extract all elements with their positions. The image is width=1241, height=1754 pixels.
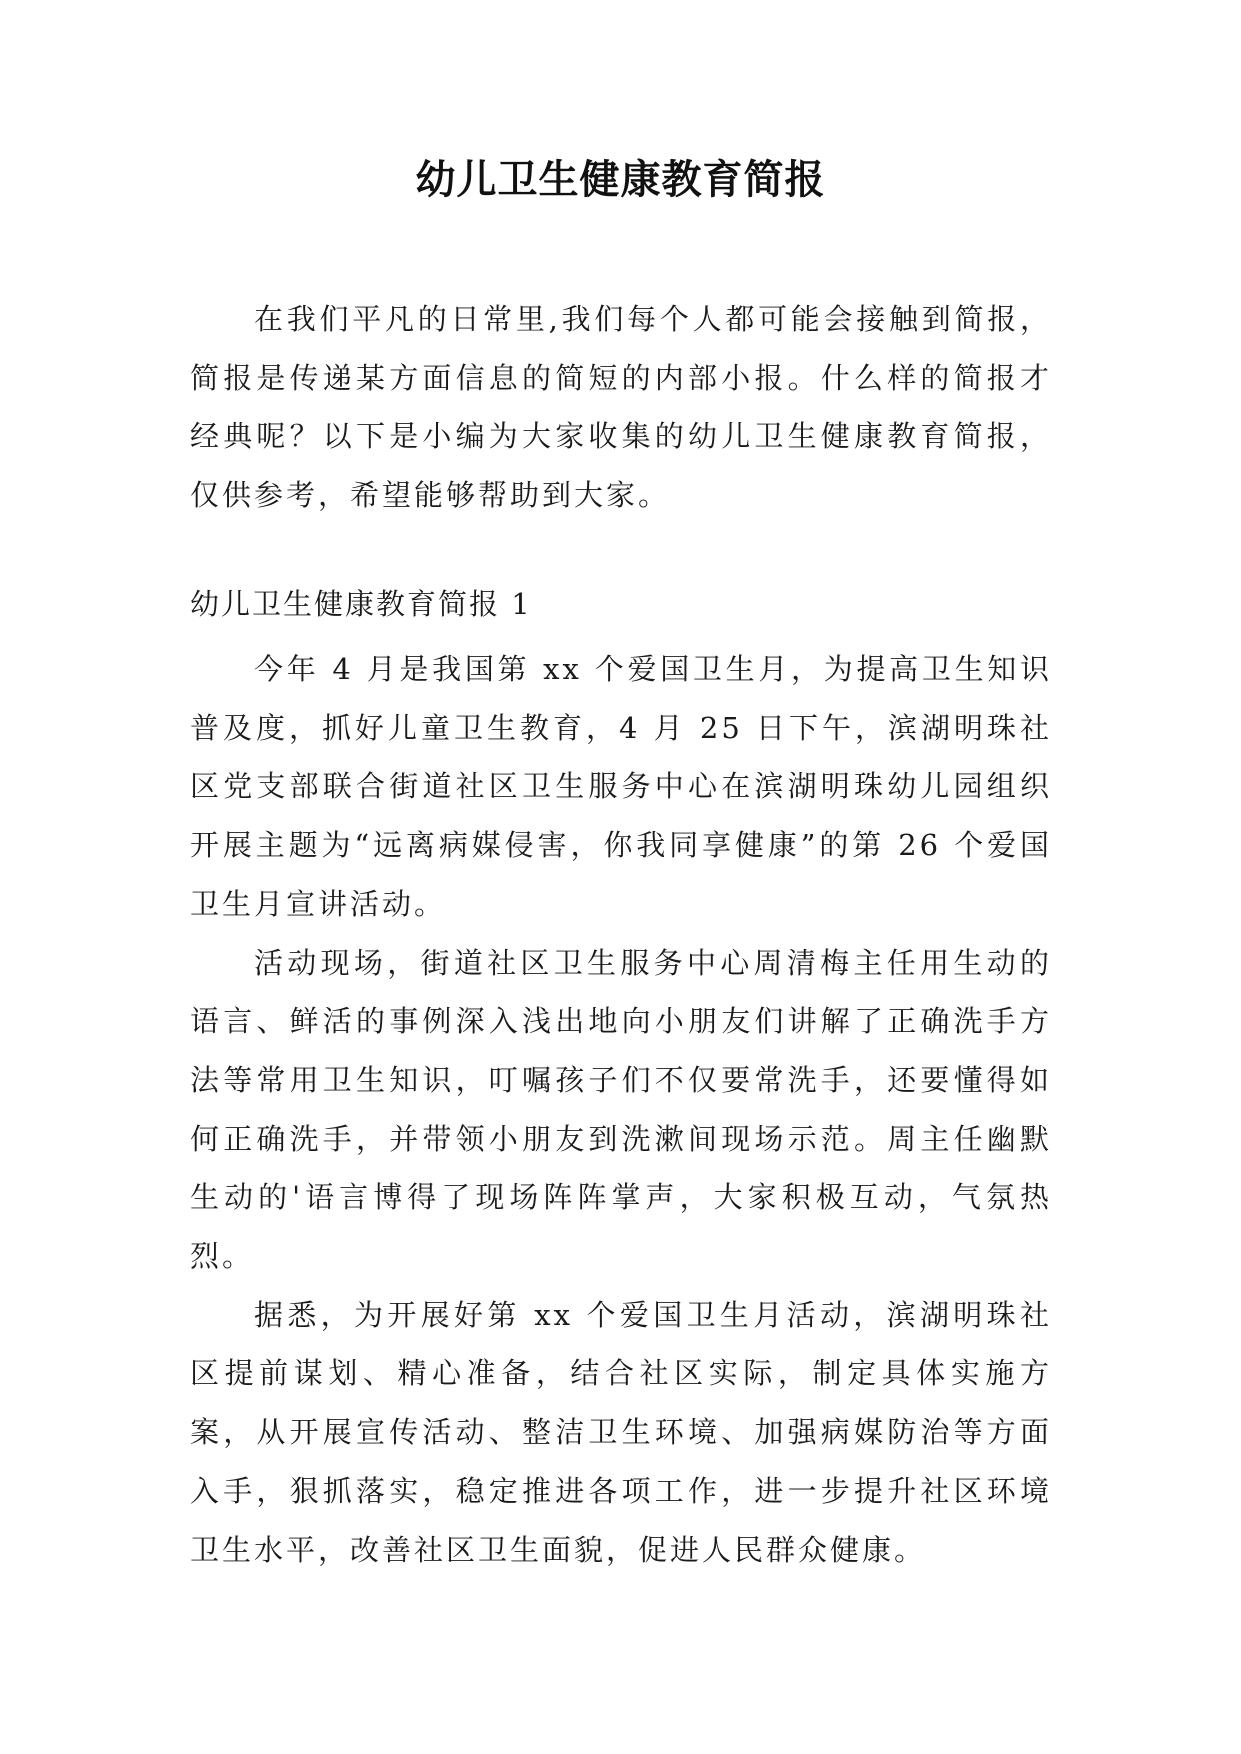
body-paragraph-2: 活动现场，街道社区卫生服务中心周清梅主任用生动的语言、鲜活的事例深入浅出地向小朋友们讲解了正确洗手方法等常用卫生知识，叮嘱孩子们不仅要常洗手，还要懂得如何正确洗手，并带领小朋友到洗漱间现场示范。周主任幽默生动的'语言博得了现场阵阵掌声，大家积极互动，气氛热烈。: [190, 945, 1052, 1274]
section-heading: 幼儿卫生健康教育简报 1: [190, 587, 532, 621]
intro-paragraph: 在我们平凡的日常里,我们每个人都可能会接触到简报，简报是传递某方面信息的简短的内部小报。什么样的简报才经典呢？以下是小编为大家收集的幼儿卫生健康教育简报，仅供参考，希望能够帮助到大家。: [190, 302, 1052, 512]
section-body: [190, 640, 1052, 1579]
document-title: 幼儿卫生健康教育简报: [415, 156, 826, 203]
body-paragraph-1: 今年 4 月是我国第 xx 个爱国卫生月，为提高卫生知识普及度，抓好儿童卫生教育，4 月 25 日下午，滨湖明珠社区党支部联合街道社区卫生服务中心在滨湖明珠幼儿园组织开展主题为“远离病媒侵害，你我同享健康”的第 26 个爱国卫生月宣讲活动。: [190, 652, 1052, 921]
body-paragraph-3: 据悉，为开展好第 xx 个爱国卫生月活动，滨湖明珠社区提前谋划、精心准备，结合社区实际，制定具体实施方案，从开展宣传活动、整洁卫生环境、加强病媒防治等方面入手，狠抓落实，稳定推进各项工作，进一步提升社区环境卫生水平，改善社区卫生面貌，促进人民群众健康。: [190, 1297, 1052, 1567]
